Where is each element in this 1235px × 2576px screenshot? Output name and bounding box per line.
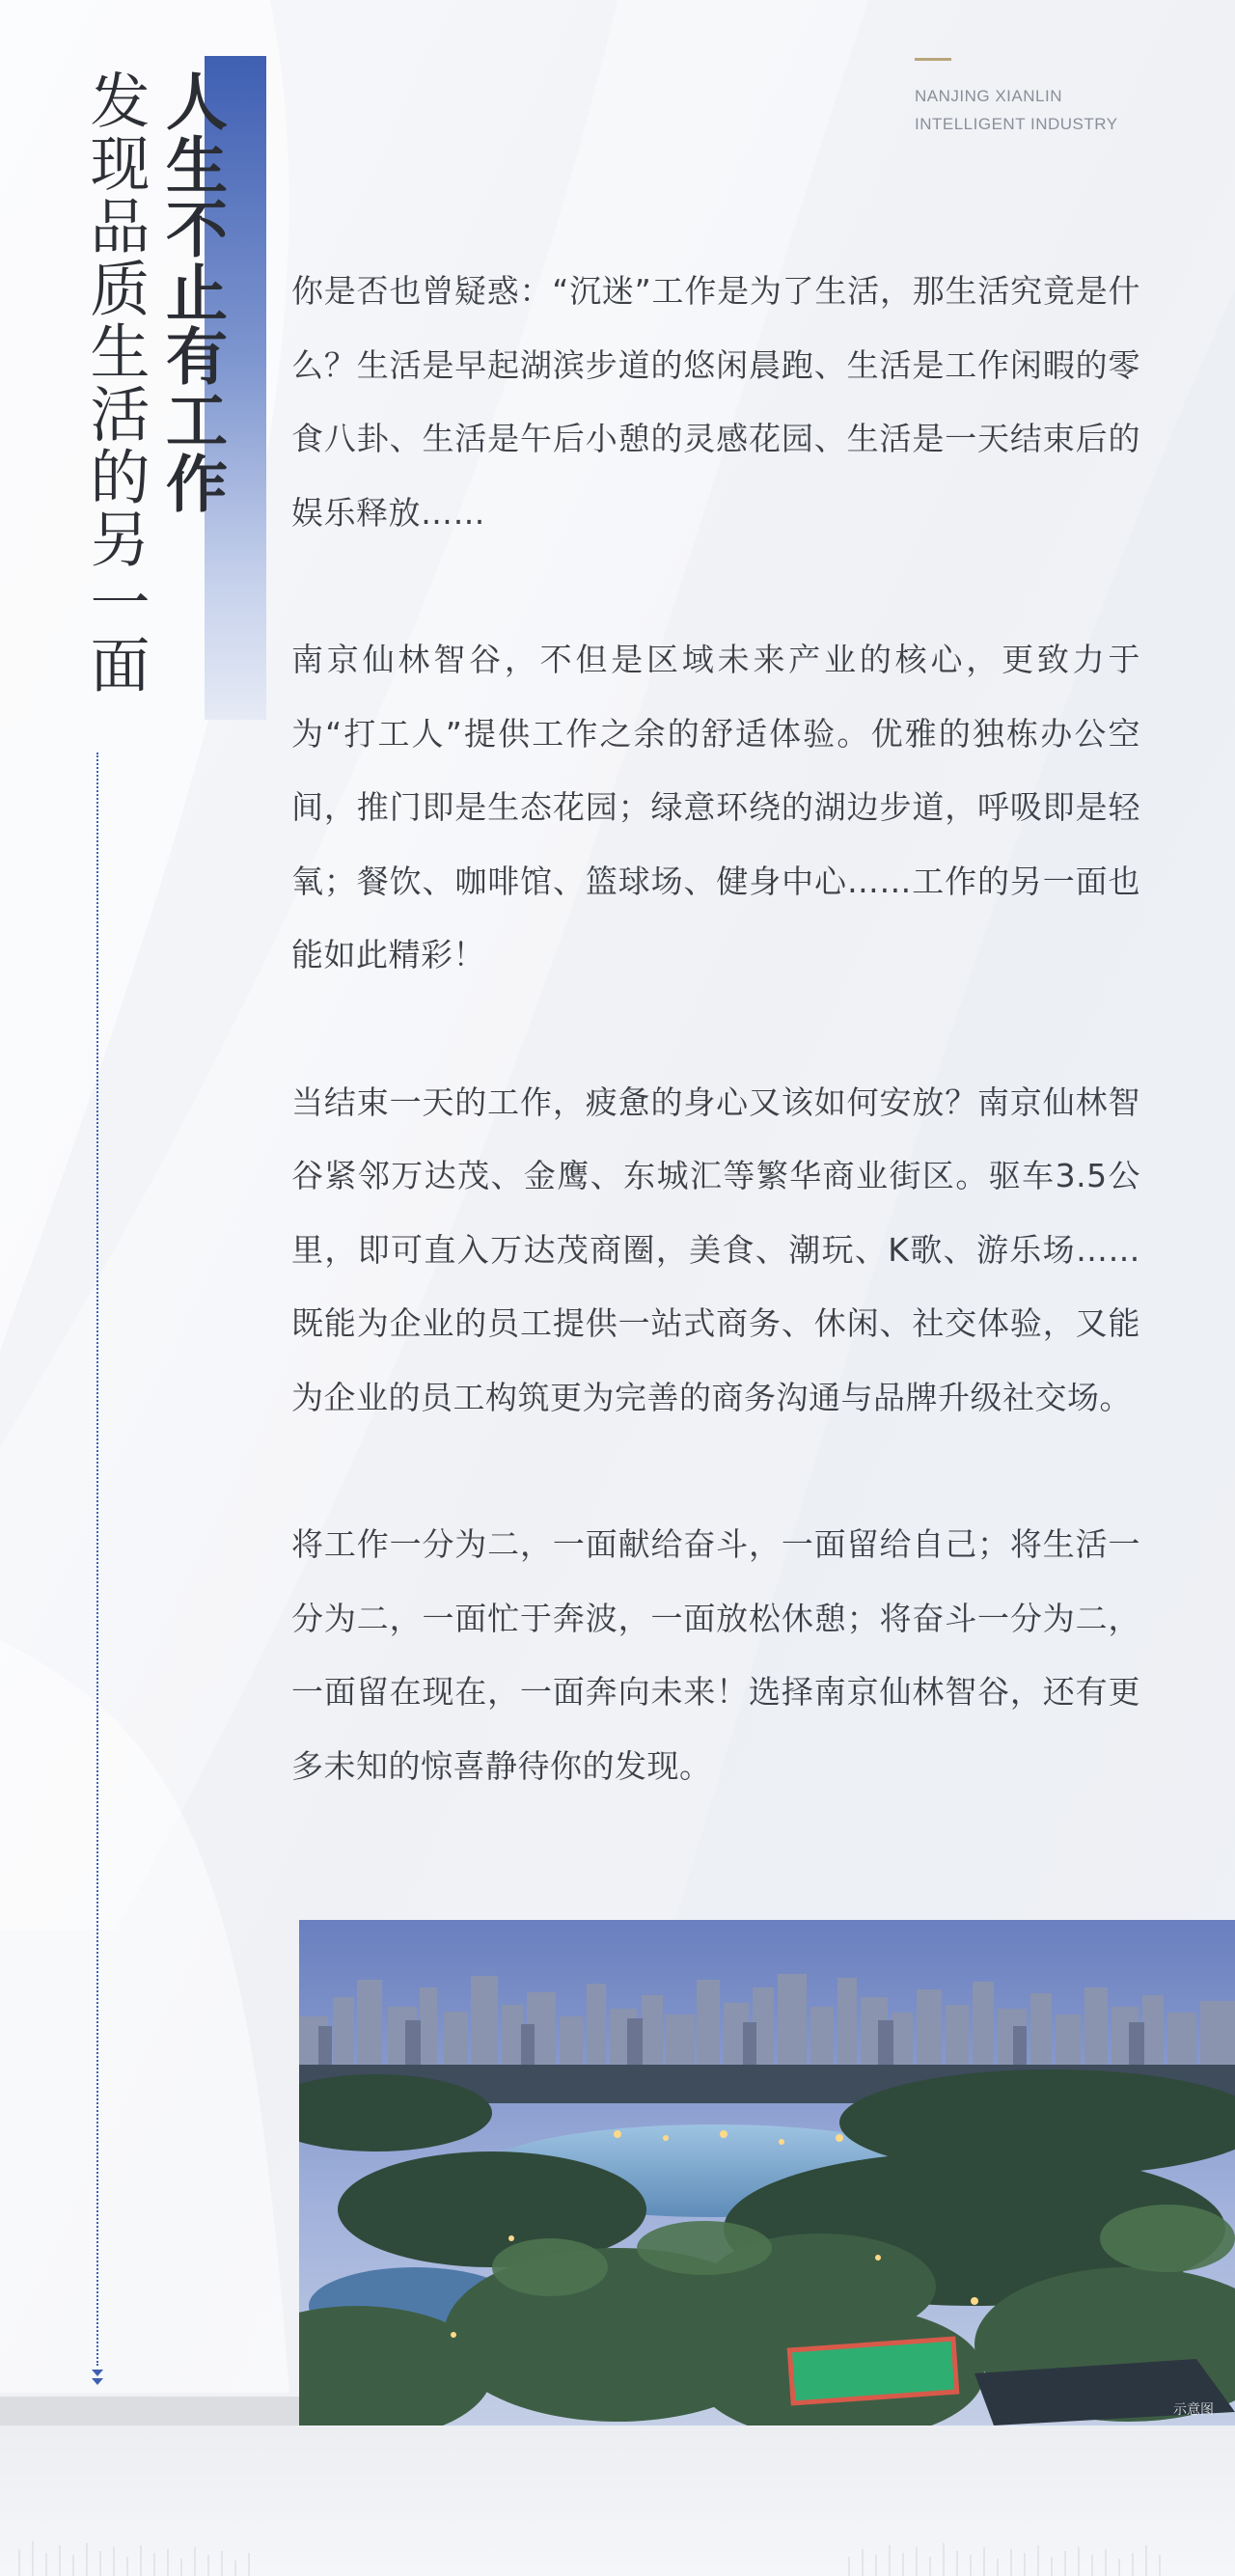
paragraph-2: 南京仙林智谷，不但是区域未来产业的核心，更致力于为“打工人”提供工作之余的舒适体验。优雅的独栋办公空间，推门即是生态花园；绿意环绕的湖边步道，呼吸即是轻氧；餐饮、咖啡馆、篮球场、健身中心……工作的另一面也能如此精彩！ xyxy=(291,641,1140,973)
brand-accent-line xyxy=(915,58,951,61)
photo-caption: 示意图 xyxy=(1173,2402,1214,2418)
paragraph-1: 你是否也曾疑惑：“沉迷”工作是为了生活，那生活究竟是什么？生活是早起湖滨步道的悠闲晨跑、生活是工作闲暇的零食八卦、生活是午后小憩的灵感花园、生活是一天结束后的娱乐释放…… xyxy=(291,272,1140,532)
city-park-photo xyxy=(299,1920,1235,2425)
paragraph-3: 当结束一天的工作，疲惫的身心又该如何安放？南京仙林智谷紧邻万达茂、金鹰、东城汇等繁华商业街区。驱车3.5公里，即可直入万达茂商圈，美食、潮玩、K歌、游乐场……既能为企业的员工提供一站式商务、休闲、社交体验，又能为企业的员工构筑更为完善的商务沟通与品牌升级社交场。 xyxy=(291,1082,1140,1416)
article-body xyxy=(291,255,1140,1877)
paragraph-4: 将工作一分为二，一面献给奋斗，一面留给自己；将生活一分为二，一面忙于奔波，一面放松休憩；将奋斗一分为二，一面留在现在，一面奔向未来！选择南京仙林智谷，还有更多未知的惊喜静待你的发现。 xyxy=(291,1525,1140,1785)
brand-block xyxy=(915,58,1118,138)
brand-name-line2: INTELLIGENT INDUSTRY xyxy=(915,115,1118,133)
scroll-down-icon xyxy=(89,2370,106,2387)
main-title: 人生不止有工作 xyxy=(155,69,227,515)
brand-name-line1: NANJING XIANLIN xyxy=(915,87,1062,105)
dotted-guide-line xyxy=(96,753,98,2366)
bottom-wave-lines xyxy=(0,2528,1235,2576)
sub-title: 发现品质生活的另一面 xyxy=(80,69,151,697)
